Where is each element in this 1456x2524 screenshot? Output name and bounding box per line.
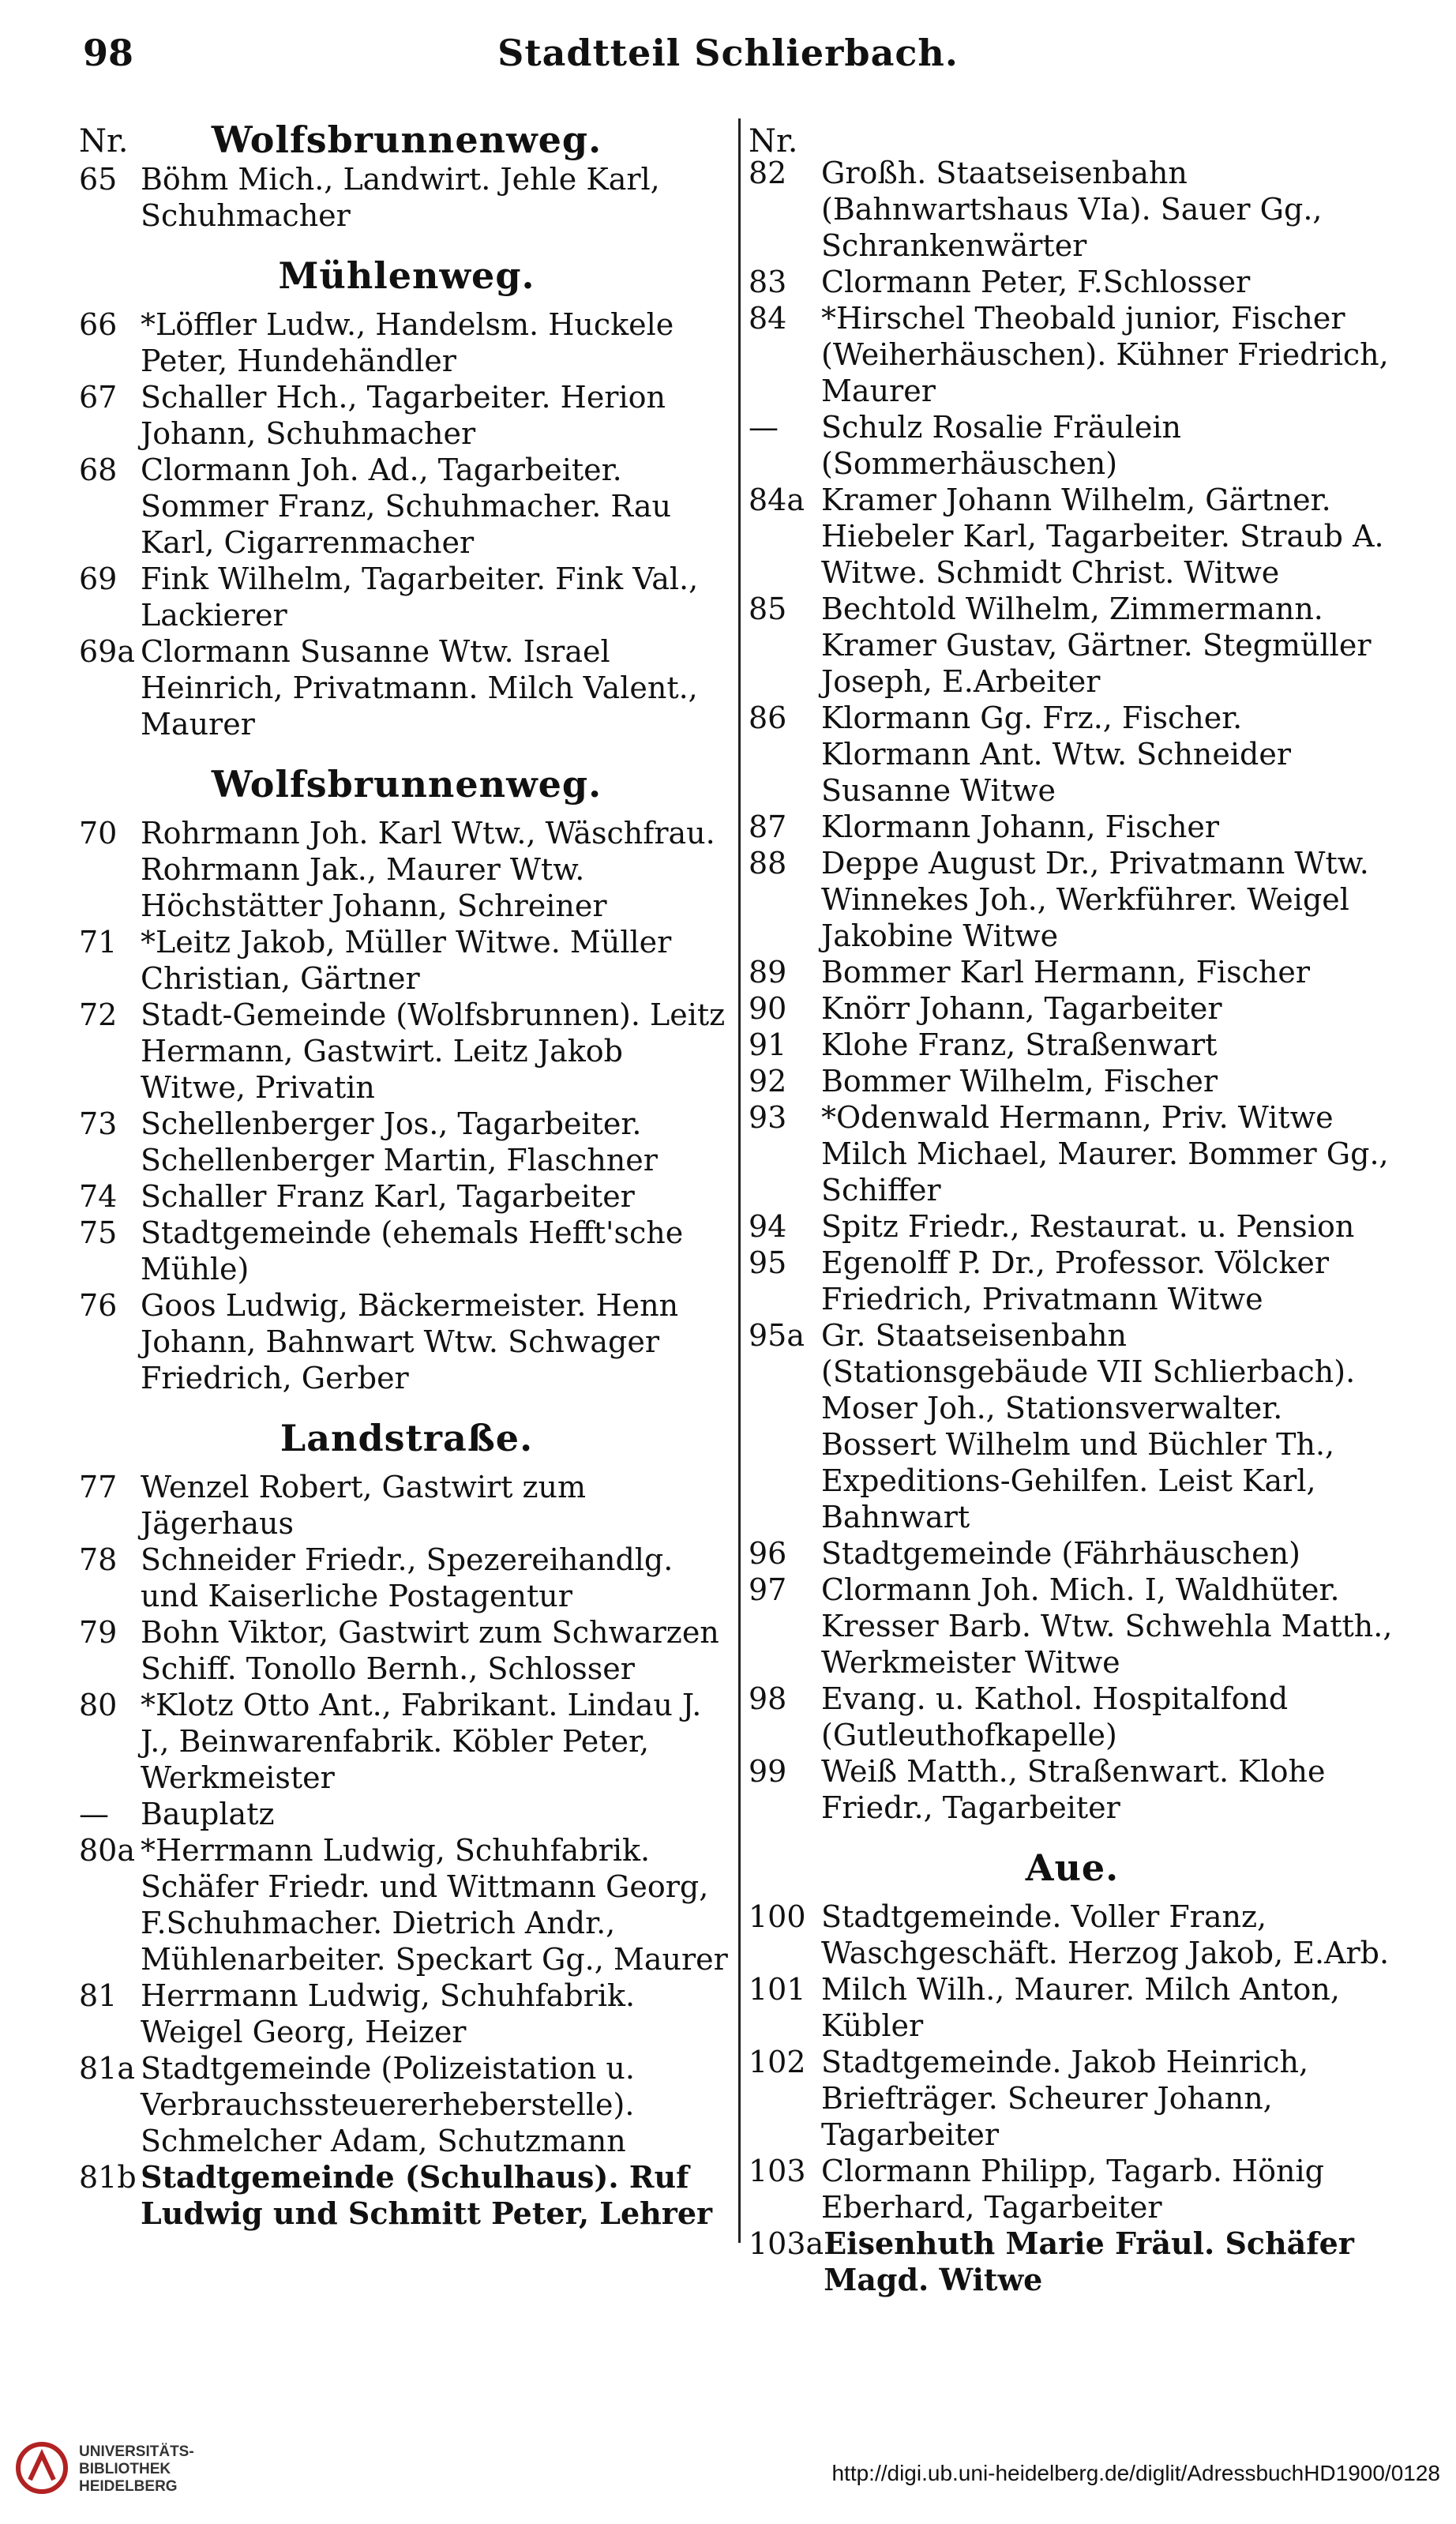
house-number: 83 [749, 265, 787, 299]
nr-label: Nr. [749, 123, 798, 160]
section-heading: Landstraße. [280, 1417, 534, 1459]
entry-text: Bommer Karl Hermann, Fischer [821, 955, 1311, 990]
house-number: 94 [749, 1209, 787, 1244]
house-number: 82 [749, 156, 787, 190]
address-entry [79, 2159, 734, 2232]
entry-text: Schellenberger Jos., Tagarbeiter. Schellenberger Martin, Flaschner [141, 1106, 658, 1177]
house-number: 68 [79, 453, 118, 487]
running-head [0, 32, 1456, 87]
column-divider [738, 118, 741, 2243]
entry-text: Klormann Gg. Frz., Fischer. Klormann Ant. Wtw. Schneider Susanne Witwe [821, 700, 1292, 808]
house-number: — [79, 1797, 109, 1831]
house-number: 76 [79, 1288, 118, 1323]
house-number: 74 [79, 1179, 118, 1214]
entry-text: Clormann Susanne Wtw. Israel Heinrich, Privatmann. Milch Valent., Maurer [141, 634, 698, 742]
library-name-line: UNIVERSITÄTS- [79, 2443, 194, 2460]
house-number: 72 [79, 997, 118, 1032]
address-entry [749, 1027, 1396, 1063]
library-name-line: BIBLIOTHEK [79, 2461, 171, 2477]
house-number: 77 [79, 1470, 118, 1504]
entry-text: Schaller Hch., Tagarbeiter. Herion Johann, Schuhmacher [141, 380, 666, 451]
entry-text: Klohe Franz, Straßenwart [821, 1027, 1218, 1062]
entry-text: Clormann Joh. Mich. I, Waldhüter. Kresser Barb. Wtw. Schwehla Matth., Werkmeister Witwe [821, 1572, 1393, 1680]
entry-text: Fink Wilhelm, Tagarbeiter. Fink Val., Lackierer [141, 562, 699, 633]
entry-text: Schneider Friedr., Spezereihandlg. und Kaiserliche Postagentur [141, 1542, 674, 1613]
house-number: 96 [749, 1536, 787, 1571]
address-entry [749, 264, 1396, 300]
address-entry [749, 2225, 1396, 2298]
house-number: 81a [79, 2051, 136, 2086]
address-entry [79, 815, 734, 924]
address-entry [79, 1215, 734, 1287]
address-entry [749, 591, 1396, 700]
section-heading: Mühlenweg. [278, 254, 535, 297]
entry-text: Wenzel Robert, Gastwirt zum Jägerhaus [141, 1470, 587, 1541]
entry-text: *Hirschel Theobald junior, Fischer (Weiherhäuschen). Kühner Friedrich, Maurer [821, 301, 1389, 408]
address-entry [79, 924, 734, 997]
house-number: 92 [749, 1064, 787, 1099]
entry-text: Klormann Johann, Fischer [821, 809, 1220, 844]
house-number: — [749, 410, 779, 445]
house-number: 100 [749, 1899, 806, 1934]
entry-text: Stadtgemeinde. Voller Franz, Waschgeschäft. Herzog Jakob, E.Arb. [821, 1899, 1390, 1970]
house-number: 69 [79, 562, 118, 596]
entry-text: Goos Ludwig, Bäckermeister. Henn Johann, Bahnwart Wtw. Schwager Friedrich, Gerber [141, 1288, 679, 1395]
address-entry [79, 306, 734, 379]
entry-text: Rohrmann Joh. Karl Wtw., Wäschfrau. Rohrmann Jak., Maurer Wtw. Höchstätter Johann, Schreiner [141, 816, 715, 923]
address-entry [749, 1899, 1396, 1971]
address-entry [749, 954, 1396, 990]
page-title: Stadtteil Schlierbach. [497, 32, 959, 74]
section-heading: Wolfsbrunnenweg. [211, 118, 602, 161]
house-number: 73 [79, 1106, 118, 1141]
address-entry [79, 1542, 734, 1614]
address-entry [79, 161, 734, 234]
entry-text: *Löffler Ludw., Handelsm. Huckele Peter, Hundehändler [141, 307, 674, 378]
address-entry [79, 1978, 734, 2050]
address-entry [79, 1178, 734, 1215]
entry-text: Evang. u. Kathol. Hospitalfond (Gutleuthofkapelle) [821, 1681, 1289, 1752]
house-number: 103 [749, 2154, 806, 2188]
house-number: 66 [79, 307, 118, 342]
entry-text: Bohn Viktor, Gastwirt zum Schwarzen Schiff. Tonollo Bernh., Schlosser [141, 1615, 719, 1686]
house-number: 97 [749, 1572, 787, 1607]
house-number: 69a [79, 634, 136, 669]
address-entry [749, 1572, 1396, 1681]
address-entry [749, 1535, 1396, 1572]
entry-text: Stadtgemeinde (Schulhaus). Ruf Ludwig und Schmitt Peter, Lehrer [141, 2159, 713, 2231]
house-number: 93 [749, 1100, 787, 1135]
house-number: 75 [79, 1215, 118, 1250]
entry-text: Gr. Staatseisenbahn (Stationsgebäude VII Schlierbach). Moser Joh., Stationsverwalter. Bossert Wilhelm und Büchler Th., Expeditions-Gehilfen. Leist Karl, Bahnwart [821, 1318, 1356, 1534]
entry-text: Bauplatz [141, 1797, 275, 1831]
entry-text: Spitz Friedr., Restaurat. u. Pension [821, 1209, 1355, 1244]
entry-text: Clormann Philipp, Tagarb. Hönig Eberhard, Tagarbeiter [821, 2154, 1324, 2225]
house-number: 95a [749, 1318, 805, 1353]
entry-text: Stadt-Gemeinde (Wolfsbrunnen). Leitz Hermann, Gastwirt. Leitz Jakob Witwe, Privatin [141, 997, 726, 1105]
nr-label: Nr. [79, 123, 129, 160]
address-entry [79, 997, 734, 1106]
house-number: 99 [749, 1754, 787, 1789]
address-entry [749, 1753, 1396, 1826]
address-entry [749, 2153, 1396, 2225]
entry-text: *Leitz Jakob, Müller Witwe. Müller Christian, Gärtner [141, 925, 672, 996]
address-entry [79, 633, 734, 742]
address-entry [749, 1971, 1396, 2044]
entry-text: Kramer Johann Wilhelm, Gärtner. Hiebeler Karl, Tagarbeiter. Straub A. Witwe. Schmidt Christ. Witwe [821, 483, 1384, 590]
section-heading: Aue. [1025, 1846, 1120, 1889]
page-number: 98 [83, 32, 134, 74]
digitization-footer [0, 2432, 1456, 2503]
entry-text: *Herrmann Ludwig, Schuhfabrik. Schäfer Friedr. und Wittmann Georg, F.Schuhmacher. Dietrich Andr., Mühlenarbeiter. Speckart Gg., Maurer [141, 1833, 728, 1977]
section-heading: Wolfsbrunnenweg. [211, 763, 602, 806]
entry-text: Bommer Wilhelm, Fischer [821, 1064, 1218, 1099]
right-column [749, 118, 1396, 2298]
address-entry [749, 700, 1396, 809]
address-entry [749, 409, 1396, 482]
house-number: 81 [79, 1978, 118, 2013]
address-entry [79, 1469, 734, 1542]
library-logo-icon [14, 2440, 69, 2496]
entry-text: Stadtgemeinde. Jakob Heinrich, Briefträger. Scheurer Johann, Tagarbeiter [821, 2045, 1309, 2152]
house-number: 98 [749, 1681, 787, 1716]
house-number: 71 [79, 925, 118, 960]
entry-text: Clormann Peter, F.Schlosser [821, 265, 1251, 299]
house-number: 80a [79, 1833, 136, 1868]
address-entry [79, 1832, 734, 1978]
entry-text: Milch Wilh., Maurer. Milch Anton, Kübler [821, 1972, 1340, 2043]
address-entry [79, 1796, 734, 1832]
entry-text: Herrmann Ludwig, Schuhfabrik. Weigel Georg, Heizer [141, 1978, 636, 2049]
house-number: 90 [749, 991, 787, 1026]
entry-text: Stadtgemeinde (Polizeistation u. Verbrauchssteuererheberstelle). Schmelcher Adam, Schutzmann [141, 2051, 635, 2158]
address-entry [749, 1099, 1396, 1208]
address-entry [749, 809, 1396, 845]
entry-text: Deppe August Dr., Privatmann Wtw. Winnekes Joh., Werkführer. Weigel Jakobine Witwe [821, 846, 1369, 953]
address-entry [79, 2050, 734, 2159]
address-entry [749, 300, 1396, 409]
address-entry [79, 561, 734, 633]
entry-text: Böhm Mich., Landwirt. Jehle Karl, Schuhmacher [141, 162, 660, 233]
address-entry [749, 990, 1396, 1027]
entry-text: Stadtgemeinde (ehemals Hefft'sche Mühle) [141, 1215, 684, 1286]
left-column [79, 118, 734, 2232]
address-entry [749, 155, 1396, 264]
house-number: 101 [749, 1972, 806, 2007]
entry-text: Knörr Johann, Tagarbeiter [821, 991, 1222, 1026]
address-entry [749, 1063, 1396, 1099]
left-header-row [79, 118, 734, 161]
address-entry [79, 379, 734, 452]
address-entry [79, 1106, 734, 1178]
address-entry [749, 482, 1396, 591]
house-number: 65 [79, 162, 118, 197]
address-entry [749, 2044, 1396, 2153]
library-name-line: HEIDELBERG [79, 2478, 178, 2495]
house-number: 86 [749, 700, 787, 735]
entry-text: *Odenwald Hermann, Priv. Witwe Milch Michael, Maurer. Bommer Gg., Schiffer [821, 1100, 1389, 1208]
address-entry [79, 1687, 734, 1796]
house-number: 84a [749, 483, 805, 517]
library-name [79, 2443, 194, 2496]
address-entry [749, 1681, 1396, 1753]
address-entry [749, 1317, 1396, 1535]
house-number: 67 [79, 380, 118, 415]
address-entry [749, 1245, 1396, 1317]
entry-text: Stadtgemeinde (Fährhäuschen) [821, 1536, 1300, 1571]
house-number: 88 [749, 846, 787, 881]
house-number: 84 [749, 301, 787, 336]
entry-text: Weiß Matth., Straßenwart. Klohe Friedr., Tagarbeiter [821, 1754, 1326, 1825]
entry-text: *Klotz Otto Ant., Fabrikant. Lindau J. J., Beinwarenfabrik. Köbler Peter, Werkmeister [141, 1688, 702, 1795]
house-number: 89 [749, 955, 787, 990]
address-entry [79, 452, 734, 561]
house-number: 79 [79, 1615, 118, 1650]
house-number: 87 [749, 809, 787, 844]
address-entry [79, 1287, 734, 1396]
house-number: 103a [749, 2226, 824, 2261]
entry-text: Clormann Joh. Ad., Tagarbeiter. Sommer Franz, Schuhmacher. Rau Karl, Cigarrenmacher [141, 453, 671, 560]
house-number: 85 [749, 592, 787, 626]
entry-text: Schulz Rosalie Fräulein (Sommerhäuschen) [821, 410, 1181, 481]
address-entry [79, 1614, 734, 1687]
entry-text: Schaller Franz Karl, Tagarbeiter [141, 1179, 635, 1214]
entry-text: Bechtold Wilhelm, Zimmermann. Kramer Gustav, Gärtner. Stegmüller Joseph, E.Arbeiter [821, 592, 1372, 699]
address-entry [749, 845, 1396, 954]
entry-text: Großh. Staatseisenbahn (Bahnwartshaus VIa). Sauer Gg., Schrankenwärter [821, 156, 1323, 263]
house-number: 95 [749, 1245, 787, 1280]
source-url-link[interactable]: http://digi.ub.uni-heidelberg.de/diglit/AdressbuchHD1900/0128 [831, 2461, 1440, 2485]
address-entry [749, 1208, 1396, 1245]
entry-text: Eisenhuth Marie Fräul. Schäfer Magd. Witwe [824, 2225, 1354, 2297]
right-header-row [749, 118, 1396, 160]
house-number: 91 [749, 1027, 787, 1062]
house-number: 78 [79, 1542, 118, 1577]
house-number: 80 [79, 1688, 118, 1722]
house-number: 102 [749, 2045, 806, 2079]
entry-text: Egenolff P. Dr., Professor. Völcker Friedrich, Privatmann Witwe [821, 1245, 1329, 1316]
house-number: 70 [79, 816, 118, 851]
house-number: 81b [79, 2160, 137, 2195]
